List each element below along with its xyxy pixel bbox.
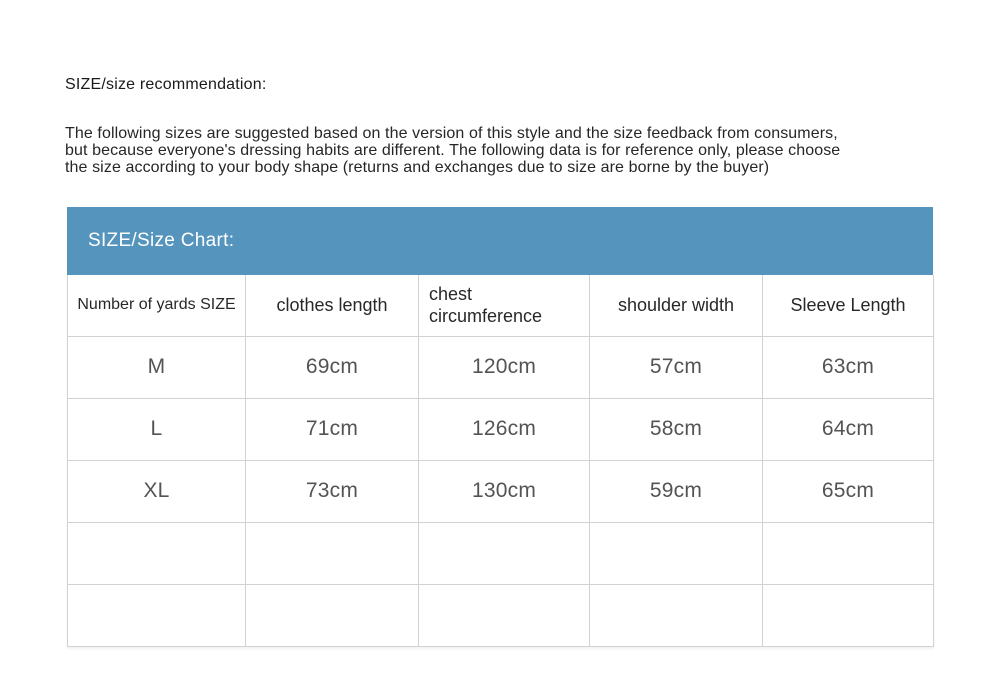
size-row-empty-1 — [68, 522, 934, 584]
cell-clothes-length: 69cm — [246, 336, 419, 398]
column-header-clothes-length: clothes length — [246, 275, 419, 336]
size-chart-title: SIZE/Size Chart: — [88, 230, 235, 251]
cell-sleeve-length: 64cm — [763, 398, 934, 460]
size-row-m — [68, 336, 934, 398]
paragraph-line-3: the size according to your body shape (returns and exchanges due to size are borne by the buyer) — [65, 159, 770, 176]
cell-size-label: XL — [68, 460, 246, 522]
size-row-l — [68, 398, 934, 460]
column-header-chest-circumference — [419, 275, 590, 336]
cell-size-label: L — [68, 398, 246, 460]
empty-cell — [246, 584, 419, 646]
size-row-xl — [68, 460, 934, 522]
cell-chest-circumference: 120cm — [419, 336, 590, 398]
paragraph-line-1: The following sizes are suggested based on the version of this style and the size feedback from consumers, — [65, 125, 838, 142]
empty-cell — [590, 584, 763, 646]
empty-cell — [590, 522, 763, 584]
cell-size-label: M — [68, 336, 246, 398]
column-header-sleeve-length: Sleeve Length — [763, 275, 934, 336]
size-chart-title-bar — [67, 207, 933, 275]
empty-cell — [68, 584, 246, 646]
empty-cell — [68, 522, 246, 584]
empty-cell — [763, 522, 934, 584]
cell-sleeve-length: 63cm — [763, 336, 934, 398]
cell-clothes-length: 73cm — [246, 460, 419, 522]
empty-cell — [763, 584, 934, 646]
cell-shoulder-width: 57cm — [590, 336, 763, 398]
empty-cell — [419, 522, 590, 584]
size-table-header-row — [68, 275, 934, 336]
size-recommendation-paragraph — [65, 125, 840, 176]
paragraph-line-2: but because everyone's dressing habits are different. The following data is for reference only, please choose — [65, 142, 841, 159]
cell-sleeve-length: 65cm — [763, 460, 934, 522]
empty-cell — [419, 584, 590, 646]
column-header-size-number: Number of yards SIZE — [68, 275, 246, 336]
size-row-empty-2 — [68, 584, 934, 646]
size-recommendation-heading: SIZE/size recommendation: — [65, 76, 267, 93]
size-table — [67, 275, 934, 647]
cell-clothes-length: 71cm — [246, 398, 419, 460]
chest-header-text: chest circumference — [429, 284, 543, 327]
empty-cell — [246, 522, 419, 584]
cell-chest-circumference: 130cm — [419, 460, 590, 522]
cell-shoulder-width: 58cm — [590, 398, 763, 460]
cell-chest-circumference: 126cm — [419, 398, 590, 460]
cell-shoulder-width: 59cm — [590, 460, 763, 522]
column-header-shoulder-width: shoulder width — [590, 275, 763, 336]
